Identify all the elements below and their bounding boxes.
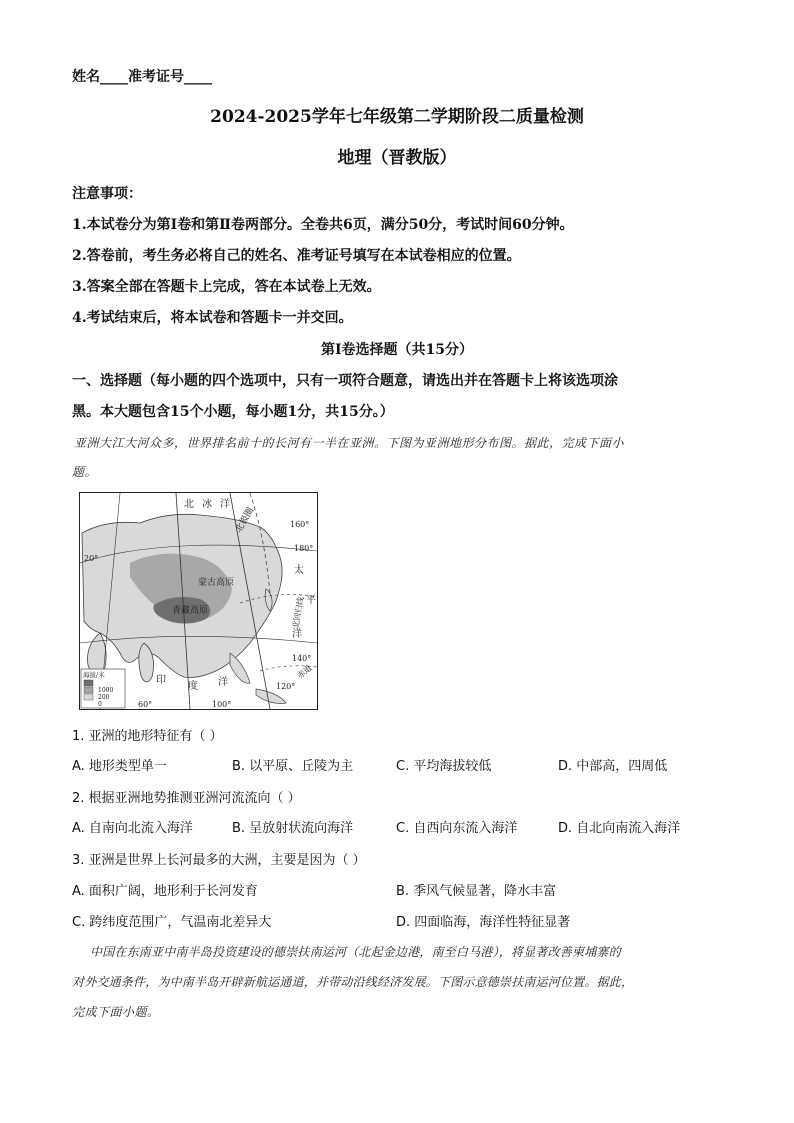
svg-text:平: 平	[306, 595, 316, 606]
map-legend	[81, 669, 125, 708]
question-stem: 1. 亚洲的地形特征有（ ）	[72, 729, 223, 744]
map-label-lon: 160°	[290, 520, 310, 529]
passage-text: 题。	[72, 465, 98, 479]
question-stem: 3. 亚洲是世界上长河最多的大洲，主要是因为（ ）	[72, 853, 366, 868]
note-item: 3.答案全部在答题卡上完成，答在本试卷上无效。	[72, 279, 381, 295]
map-label-lon: 140°	[292, 654, 312, 663]
svg-text:海拔/米: 海拔/米	[83, 671, 105, 679]
asia-topography-map	[79, 492, 318, 710]
option-b[interactable]: B. 以平原、丘陵为主	[232, 759, 354, 774]
option-a[interactable]: A. 自南向北流入海洋	[72, 821, 193, 836]
svg-text:洋: 洋	[292, 629, 302, 640]
map-label-pacific: 太	[294, 565, 304, 576]
map-label-lon: 100°	[212, 700, 232, 709]
option-b[interactable]: B. 季风气候显著，降水丰富	[396, 884, 557, 899]
map-label-tropic: 北回归线	[291, 596, 306, 630]
passage-text: 亚洲大江大河众多，世界排名前十的长河有一半在亚洲。下图为亚洲地形分布图。据此，完成下面小	[74, 436, 625, 450]
svg-text:冰: 冰	[202, 499, 212, 510]
option-c[interactable]: C. 跨纬度范围广，气温南北差异大	[72, 915, 272, 930]
exam-title: 2024-2025学年七年级第二学期阶段二质量检测	[210, 107, 584, 127]
map-label-tibet: 青藏高原	[172, 606, 209, 616]
option-c[interactable]: C. 自西向东流入海洋	[396, 821, 518, 836]
question-stem: 2. 根据亚洲地势推测亚洲河流流向（ ）	[72, 791, 301, 806]
option-c[interactable]: C. 平均海拔较低	[396, 759, 492, 774]
map-label-indian: 印	[156, 675, 166, 686]
map-label-arctic: 北	[184, 499, 194, 510]
candidate-info-line: 姓名____准考证号____	[72, 69, 212, 85]
option-d[interactable]: D. 四面临海，海洋性特征显著	[396, 915, 571, 930]
svg-text:0: 0	[98, 701, 102, 708]
map-label-lon: 120°	[276, 682, 296, 691]
svg-text:度: 度	[188, 681, 198, 692]
option-a[interactable]: A. 地形类型单一	[72, 759, 167, 774]
map-label-lon: 180°	[294, 544, 314, 553]
passage-text: 对外交通条件，为中南半岛开辟新航运通道，并带动沿线经济发展。下图示意德崇扶南运河位置。据此，	[72, 975, 634, 989]
option-a[interactable]: A. 面积广阔，地形利于长河发育	[72, 884, 258, 899]
section-instruction: 一、选择题（每小题的四个选项中，只有一项符合题意，请选出并在答题卡上将该选项涂	[72, 373, 618, 389]
option-d[interactable]: D. 中部高，四周低	[558, 759, 668, 774]
map-label-mongolia: 蒙古高原	[198, 578, 235, 588]
option-b[interactable]: B. 呈放射状流向海洋	[232, 821, 354, 836]
note-item: 2.答卷前，考生务必将自己的姓名、准考证号填写在本试卷相应的位置。	[72, 248, 521, 264]
svg-text:洋: 洋	[220, 499, 230, 510]
map-label-lon: 60°	[138, 700, 153, 709]
passage-text: 完成下面小题。	[72, 1005, 160, 1019]
svg-text:1000: 1000	[98, 687, 114, 694]
exam-subject: 地理（晋教版）	[337, 148, 457, 168]
section-instruction: 黑。本大题包含15个小题，每小题1分，共15分。）	[72, 404, 394, 420]
map-label-lat: 20°	[84, 554, 99, 563]
map-label-equator: 赤道	[295, 663, 314, 681]
svg-text:洋: 洋	[218, 677, 228, 688]
note-item: 4.考试结束后，将本试卷和答题卡一并交回。	[72, 310, 353, 326]
note-item: 1.本试卷分为第Ⅰ卷和第Ⅱ卷两部分。全卷共6页，满分50分，考试时间60分钟。	[72, 217, 574, 233]
map-label-arctic-circle: 北极圈	[233, 506, 257, 535]
passage-text: 中国在东南亚中南半岛投资建设的德崇扶南运河（北起金边港，南至白马港），将显著改善柬埔寨的	[90, 945, 621, 959]
option-d[interactable]: D. 自北向南流入海洋	[558, 821, 681, 836]
section-heading: 第Ⅰ卷选择题（共15分）	[320, 342, 474, 358]
svg-text:200: 200	[98, 694, 110, 701]
notes-heading: 注意事项：	[72, 186, 142, 202]
